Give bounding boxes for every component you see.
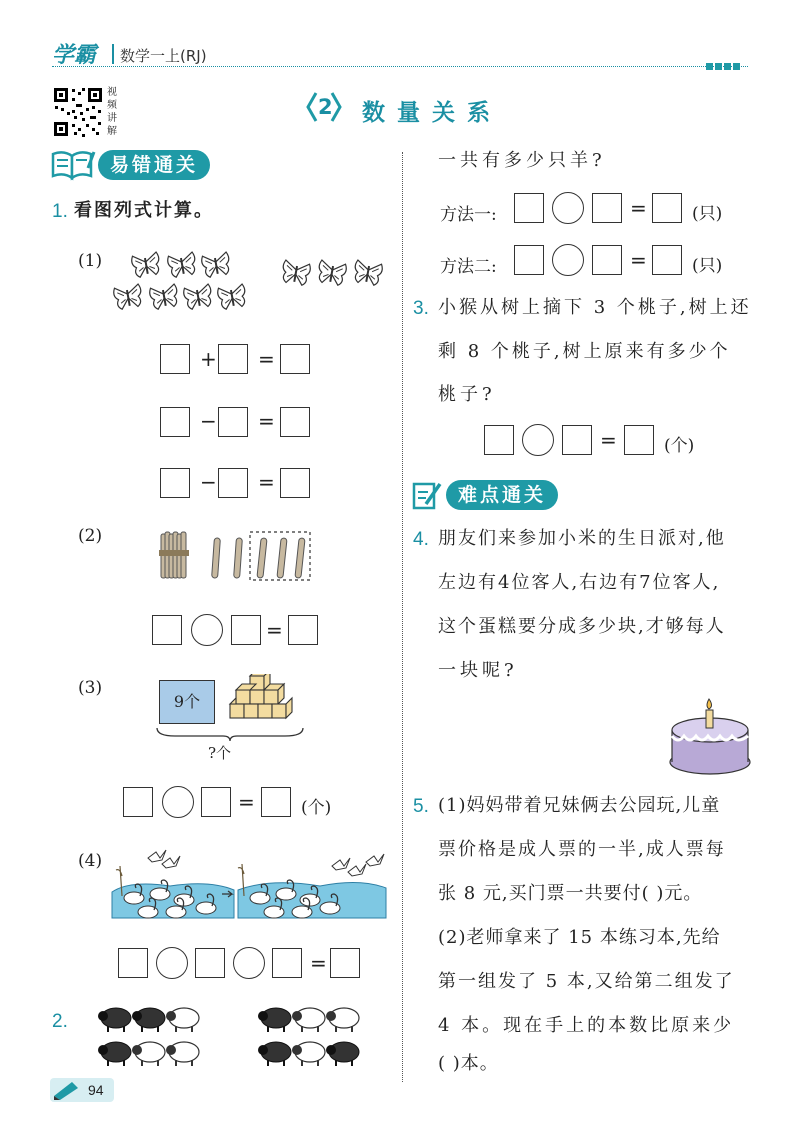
answer-box[interactable]: [280, 468, 310, 498]
q5-line6: 4 本。现在手上的本数比原来少: [438, 1015, 735, 1036]
minus-sign: −: [200, 470, 217, 494]
unit-label: (个): [301, 798, 332, 818]
answer-box[interactable]: [123, 787, 153, 817]
answer-box[interactable]: [592, 193, 622, 223]
title-number-badge: [306, 91, 342, 123]
page-title: 数 量 关 系: [362, 100, 493, 126]
header-squares: [706, 55, 740, 74]
pencil-note-icon: [412, 480, 444, 510]
method2-label: 方法二:: [440, 257, 497, 277]
answer-box[interactable]: [280, 344, 310, 374]
footer-page: [50, 1078, 114, 1102]
total-label: ?个: [208, 744, 232, 762]
answer-box[interactable]: [652, 245, 682, 275]
unit-label: (只): [692, 256, 723, 276]
q4-line3: 这个蛋糕要分成多少块,才够每人: [438, 616, 726, 637]
answer-box[interactable]: [231, 615, 261, 645]
unit-label: (个): [664, 436, 695, 456]
answer-box[interactable]: [218, 468, 248, 498]
method1-label: 方法一:: [440, 205, 497, 225]
q5-line7: ( )本。: [438, 1053, 499, 1074]
q5-number: 5.: [413, 796, 429, 817]
answer-box[interactable]: [272, 948, 302, 978]
operator-circle[interactable]: [522, 424, 554, 456]
answer-box[interactable]: [562, 425, 592, 455]
q5-line1: (1)妈妈带着兄妹俩去公园玩,儿童: [438, 795, 721, 816]
equals-sign: =: [258, 409, 275, 433]
qr-code[interactable]: [52, 86, 104, 138]
page-number: 94: [88, 1082, 104, 1098]
answer-box[interactable]: [160, 407, 190, 437]
q3-line3: 桃子?: [438, 384, 496, 405]
column-divider: [402, 152, 403, 1082]
q3-number: 3.: [413, 298, 429, 319]
answer-box[interactable]: [152, 615, 182, 645]
answer-box[interactable]: [201, 787, 231, 817]
minus-sign: −: [200, 409, 217, 433]
q5-line2: 票价格是成人票的一半,成人票每: [438, 839, 726, 860]
book-title: 数学一上(RJ): [120, 47, 207, 65]
pencil-icon: [52, 1080, 80, 1100]
header: [0, 0, 800, 72]
answer-box[interactable]: [218, 344, 248, 374]
header-divider-bar: [112, 44, 114, 64]
answer-box[interactable]: [288, 615, 318, 645]
nine-box: [159, 680, 215, 724]
sticks-picture: [155, 528, 315, 584]
butterflies-picture: [110, 246, 400, 318]
q4-line4: 一块呢?: [438, 660, 518, 681]
q1-number: 1.: [52, 201, 68, 222]
answer-box[interactable]: [624, 425, 654, 455]
q2-line1: 一共有多少只羊?: [438, 150, 606, 171]
answer-box[interactable]: [261, 787, 291, 817]
q2-number: 2.: [52, 1011, 68, 1032]
header-line: [52, 66, 748, 67]
qr-label: 视频讲解: [107, 87, 117, 137]
q5-line3: 张 8 元,买门票一共要付( )元。: [438, 883, 703, 904]
answer-box[interactable]: [652, 193, 682, 223]
plus-sign: +: [200, 347, 217, 371]
answer-box[interactable]: [160, 344, 190, 374]
answer-box[interactable]: [195, 948, 225, 978]
q1-text: 看图列式计算。: [74, 200, 214, 221]
logo: [52, 38, 96, 69]
answer-box[interactable]: [514, 245, 544, 275]
equals-sign: =: [266, 618, 283, 642]
equals-sign: =: [258, 470, 275, 494]
equals-sign: =: [630, 248, 647, 272]
q4-line2: 左边有4位客人,右边有7位客人,: [438, 572, 721, 593]
q4-line1: 朋友们来参加小米的生日派对,他: [438, 528, 726, 549]
operator-circle[interactable]: [162, 786, 194, 818]
answer-box[interactable]: [218, 407, 248, 437]
q5-line4: (2)老师拿来了 15 本练习本,先给: [438, 927, 721, 948]
swans-picture: [110, 846, 390, 920]
equals-sign: =: [630, 196, 647, 220]
section-easy-mistakes-label: 易错通关: [98, 150, 210, 180]
equals-sign: =: [600, 428, 617, 452]
answer-box[interactable]: [514, 193, 544, 223]
answer-box[interactable]: [484, 425, 514, 455]
logo-text: 学霸: [52, 43, 97, 68]
operator-circle[interactable]: [233, 947, 265, 979]
q1-part2-label: (2): [78, 526, 103, 546]
operator-circle[interactable]: [156, 947, 188, 979]
open-book-icon: [50, 148, 96, 182]
operator-circle[interactable]: [191, 614, 223, 646]
operator-circle[interactable]: [552, 244, 584, 276]
title-number: 2: [318, 95, 333, 119]
q3-line1: 小猴从树上摘下 3 个桃子,树上还: [438, 297, 752, 318]
q3-line2: 剩 8 个桃子,树上原来有多少个: [438, 341, 731, 362]
q4-number: 4.: [413, 529, 429, 550]
answer-box[interactable]: [280, 407, 310, 437]
equals-sign: =: [238, 790, 255, 814]
answer-box[interactable]: [330, 948, 360, 978]
q1-part3-label: (3): [78, 678, 103, 698]
cubes-picture: [228, 674, 300, 724]
unit-label: (只): [692, 204, 723, 224]
equals-sign: =: [258, 347, 275, 371]
answer-box[interactable]: [592, 245, 622, 275]
answer-box[interactable]: [118, 948, 148, 978]
cake-picture: [668, 696, 752, 776]
section-difficult-label: 难点通关: [446, 480, 558, 510]
q1-part4-label: (4): [78, 851, 103, 871]
q5-line5: 第一组发了 5 本,又给第二组发了: [438, 971, 735, 992]
q1-part1-label: (1): [78, 251, 103, 271]
answer-box[interactable]: [160, 468, 190, 498]
equals-sign: =: [310, 951, 327, 975]
total-brace: [155, 726, 305, 742]
operator-circle[interactable]: [552, 192, 584, 224]
sheep-picture: [96, 1004, 376, 1072]
nine-box-label: 9个: [173, 692, 201, 711]
